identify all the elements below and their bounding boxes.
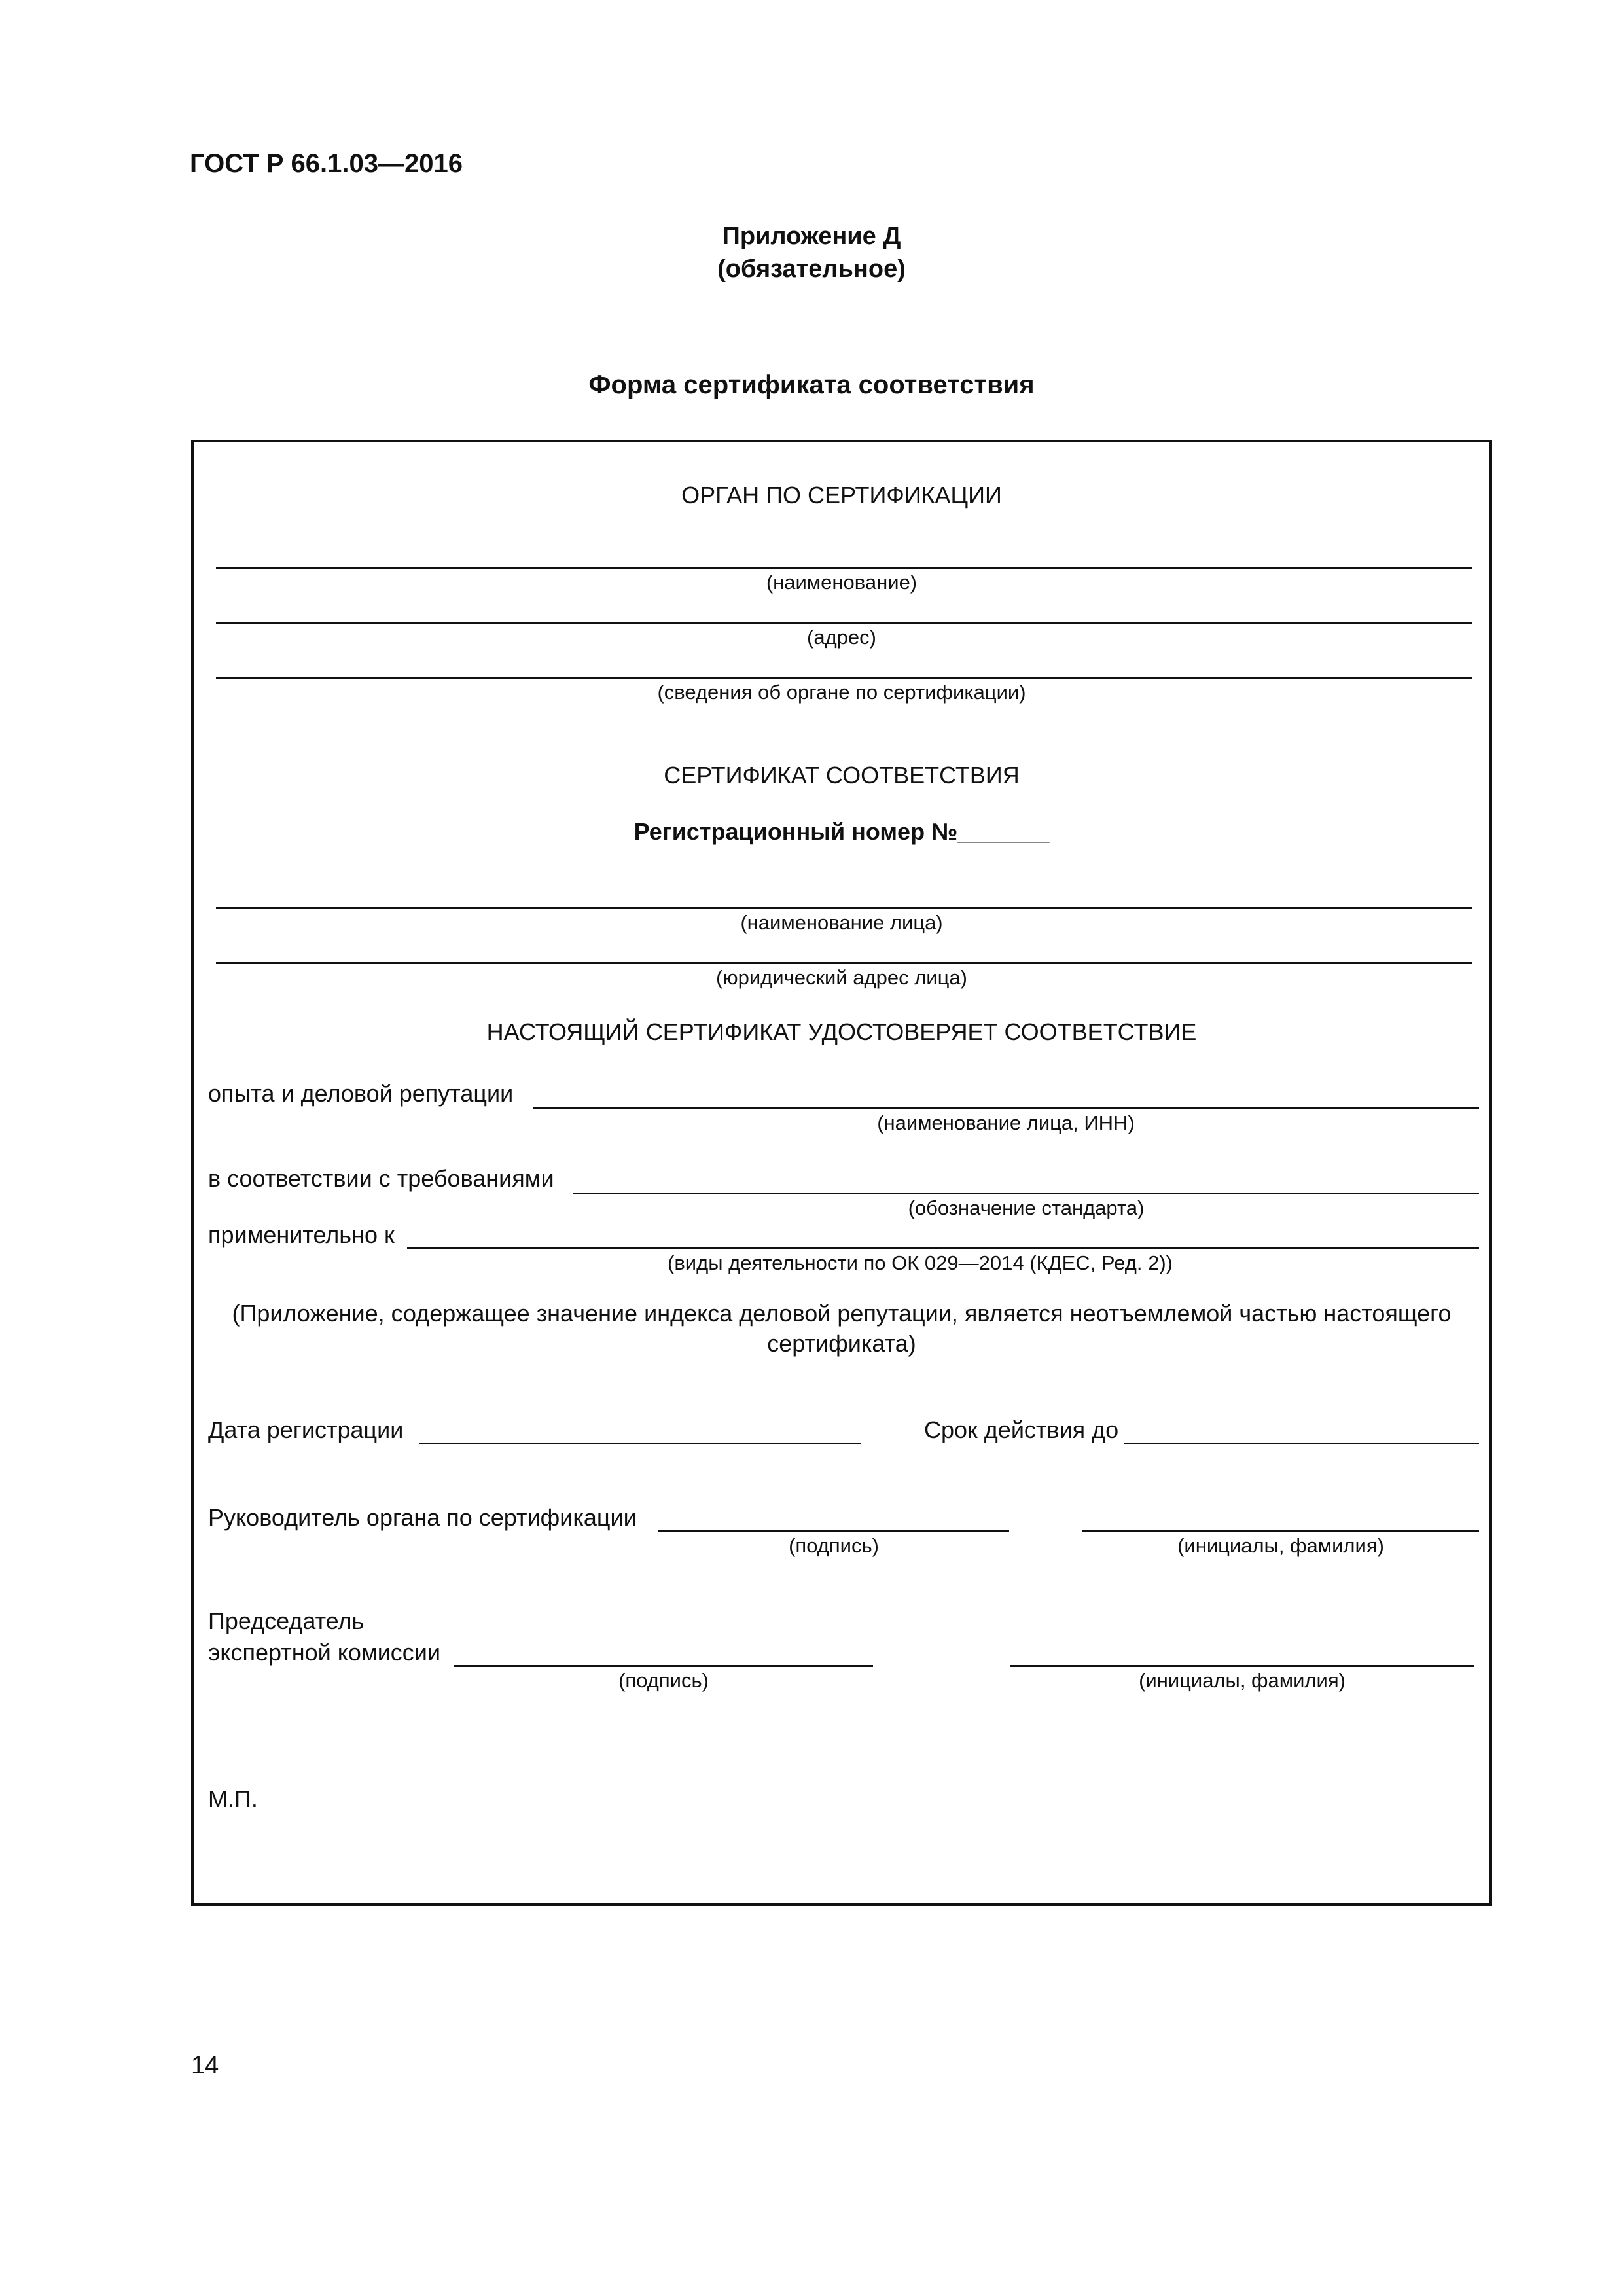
chairman-label-line2: экспертной комиссии [208, 1639, 441, 1666]
person-address-line [216, 962, 1472, 964]
caption-person-inn: (наименование лица, ИНН) [877, 1111, 1135, 1134]
chairman-signature-line [454, 1665, 873, 1667]
seal-label: М.П. [208, 1785, 258, 1812]
experience-label: опыта и деловой репутации [208, 1080, 514, 1107]
certifies-heading: НАСТОЯЩИЙ СЕРТИФИКАТ УДОСТОВЕРЯЕТ СООТВЕТСТВИЕ [486, 1018, 1197, 1045]
applicable-label: применительно к [208, 1221, 395, 1248]
org-address-line [216, 622, 1472, 624]
valid-until-line [1124, 1443, 1479, 1444]
head-label: Руководитель органа по сертификации [208, 1504, 637, 1531]
org-heading: ОРГАН ПО СЕРТИФИКАЦИИ [681, 482, 1002, 509]
caption-address: (адрес) [807, 626, 876, 649]
chairman-label-line1: Председатель [208, 1607, 365, 1634]
org-name-line [216, 567, 1472, 569]
caption-org-info: (сведения об органе по сертификации) [657, 681, 1026, 704]
page-number: 14 [191, 2052, 219, 2079]
annex-title: Приложение Д [722, 223, 901, 250]
org-info-line [216, 677, 1472, 679]
valid-until-label: Срок действия до [924, 1416, 1119, 1443]
head-signature-line [658, 1530, 1009, 1532]
annex-type: (обязательное) [717, 255, 906, 283]
cert-heading: СЕРТИФИКАТ СООТВЕТСТВИЯ [664, 762, 1020, 789]
head-initials-line [1082, 1530, 1479, 1532]
reg-date-line [419, 1443, 861, 1444]
caption-head-initials: (инициалы, фамилия) [1177, 1534, 1384, 1557]
caption-person-address: (юридический адрес лица) [716, 966, 967, 989]
chairman-initials-line [1010, 1665, 1474, 1667]
reg-number-label: Регистрационный номер №_______ [633, 818, 1050, 845]
certificate-form-frame [191, 440, 1492, 1906]
experience-line [533, 1107, 1479, 1109]
annex-note-line1: (Приложение, содержащее значение индекса деловой репутации, является неотъемлемой частью настоящего [232, 1300, 1452, 1327]
caption-chairman-initials: (инициалы, фамилия) [1139, 1669, 1346, 1692]
form-title: Форма сертификата соответствия [588, 370, 1035, 399]
applicable-line [407, 1247, 1479, 1249]
requirements-line [573, 1193, 1479, 1194]
caption-person-name: (наименование лица) [740, 911, 943, 934]
annex-note-line2: сертификата) [767, 1330, 916, 1357]
person-name-line [216, 907, 1472, 909]
caption-head-signature: (подпись) [789, 1534, 879, 1557]
reg-date-label: Дата регистрации [208, 1416, 404, 1443]
document-code: ГОСТ Р 66.1.03—2016 [190, 149, 463, 178]
caption-activities: (виды деятельности по ОК 029—2014 (КДЕС, Ред. 2)) [668, 1251, 1173, 1274]
requirements-label: в соответствии с требованиями [208, 1165, 554, 1192]
caption-name: (наименование) [766, 571, 918, 594]
caption-chairman-signature: (подпись) [618, 1669, 709, 1692]
caption-standard: (обозначение стандарта) [908, 1196, 1145, 1219]
